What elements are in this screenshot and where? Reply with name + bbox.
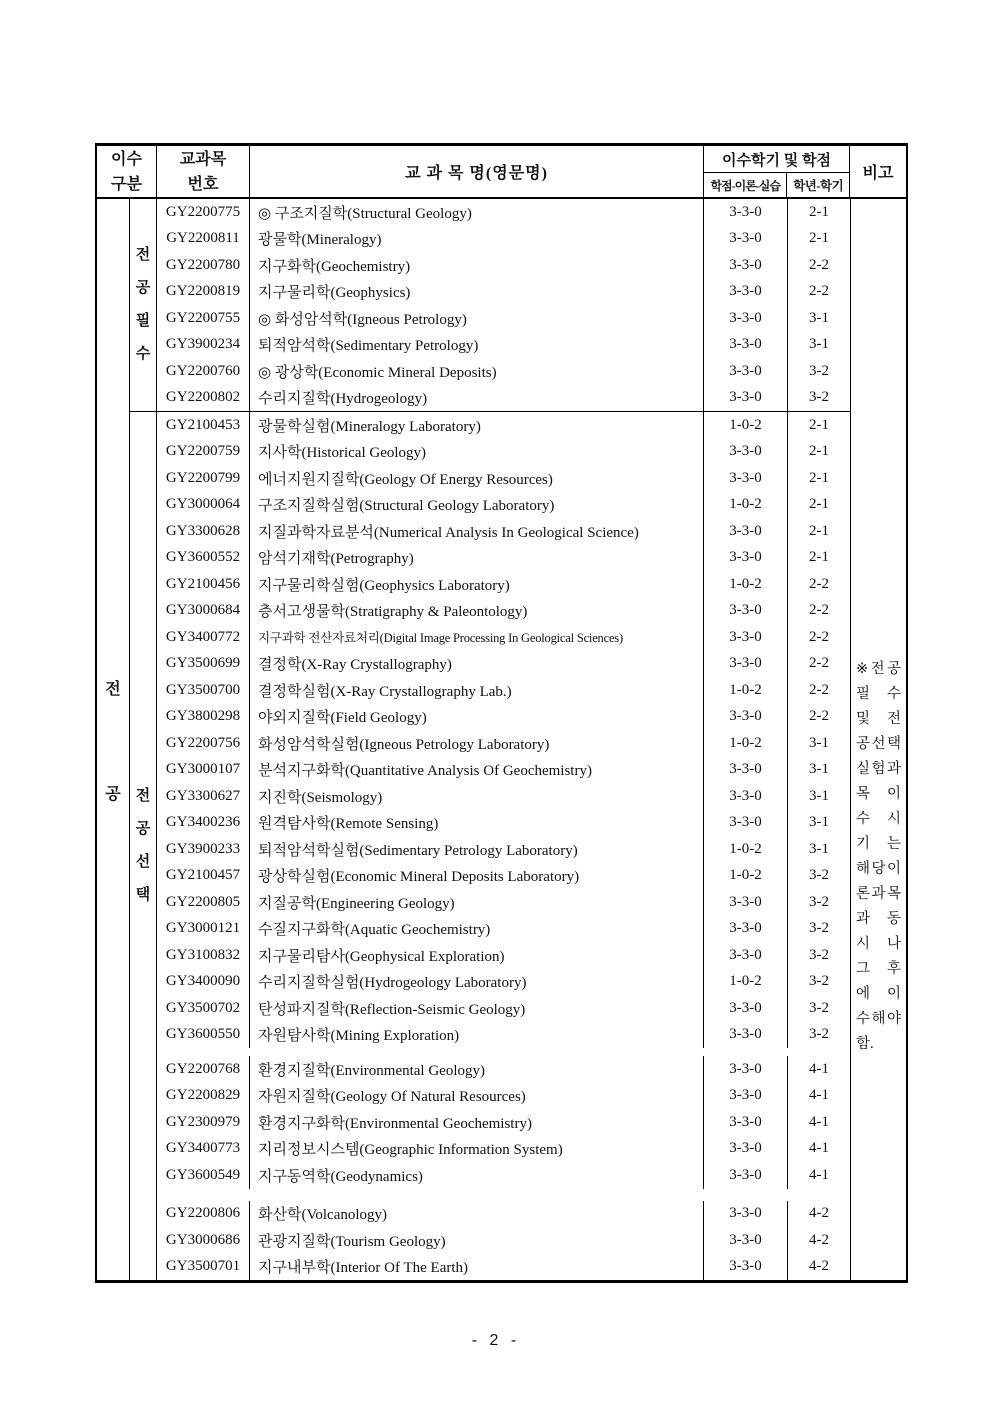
course-name-cell: 광물학(Mineralogy) (250, 226, 704, 253)
remark-char: 과 (871, 886, 886, 902)
remark-line (856, 657, 901, 682)
credit-cell: 3-3-0 (704, 757, 788, 784)
course-name-cell: 퇴적암석학(Sedimentary Petrology) (250, 332, 704, 359)
semester-cell: 3-2 (809, 389, 829, 406)
course-name-cell: 환경지질학(Environmental Geology) (250, 1056, 704, 1083)
course-code-cell: GY2100457 (157, 863, 250, 890)
semester-cell: 2-1 (809, 469, 829, 486)
section-label-char: 전 (135, 788, 151, 804)
course-name-cell: 지구동역학(Geodynamics) (250, 1162, 704, 1189)
header-category-line1: 이수 (111, 150, 142, 168)
remark-char: 는 (886, 836, 901, 852)
table-row (157, 969, 850, 996)
course-code-cell: GY2200768 (157, 1056, 250, 1083)
category-major-column (97, 199, 130, 1280)
category-char: 공 (105, 785, 121, 803)
remark-line (856, 1032, 901, 1057)
remark-char: 수 (856, 811, 871, 827)
semester-cell: 2-2 (809, 283, 829, 300)
credit-cell: 1-0-2 (704, 677, 788, 704)
semester-cell: 3-1 (809, 840, 829, 857)
section-label-elective (130, 412, 157, 1280)
remark-char: 목 (886, 886, 901, 902)
course-name-cell: 지구과학 전산자료처리(Digital Image Processing In Geological Sciences) (250, 624, 704, 651)
table-row (157, 1254, 850, 1281)
remark-line (856, 957, 901, 982)
table-row (157, 545, 850, 572)
credit-cell: 3-3-0 (704, 916, 788, 943)
semester-cell: 2-2 (809, 655, 829, 672)
remark-char: 및 (856, 711, 871, 727)
credit-cell: 3-3-0 (704, 1056, 788, 1083)
course-name-cell: 지구물리탐사(Geophysical Exploration) (250, 942, 704, 969)
course-name-cell: 지리정보시스템(Geographic Information System) (250, 1136, 704, 1163)
credit-cell: 3-3-0 (704, 518, 788, 545)
course-code-cell: GY2200780 (157, 252, 250, 279)
credit-cell: 3-3-0 (704, 1162, 788, 1189)
rows-elective (157, 412, 850, 1280)
table-row (157, 836, 850, 863)
remark-char: 해 (856, 861, 871, 877)
semester-cell: 3-2 (809, 867, 829, 884)
course-name-cell: 화성암석학실험(Igneous Petrology Laboratory) (250, 730, 704, 757)
course-code-cell: GY2200819 (157, 279, 250, 306)
table-row (157, 783, 850, 810)
course-code-cell: GY3600550 (157, 1022, 250, 1049)
header-course-name: 교 과 목 명(영문명) (250, 146, 704, 197)
course-name-cell: 지질공학(Engineering Geology) (250, 889, 704, 916)
remark-note (850, 199, 906, 1280)
remark-line (856, 932, 901, 957)
table-row (157, 1162, 850, 1189)
remark-char: 전 (886, 711, 901, 727)
remark-char: 과 (856, 911, 871, 927)
section-label-char: 전 (135, 247, 151, 263)
course-name-cell: 지구내부학(Interior Of The Earth) (250, 1254, 704, 1281)
table-row (157, 252, 850, 279)
course-table (95, 143, 908, 1283)
course-code-cell: GY3800298 (157, 704, 250, 731)
course-code-cell: GY2200806 (157, 1201, 250, 1228)
credit-cell: 3-3-0 (704, 279, 788, 306)
table-header (97, 146, 906, 199)
rows-required (157, 199, 850, 411)
table-row (157, 332, 850, 359)
remark-char: 후 (886, 961, 901, 977)
remark-char: 과 (886, 761, 901, 777)
remark-char: 공 (856, 736, 871, 752)
remark-char: 실 (856, 761, 871, 777)
course-code-cell: GY3600552 (157, 545, 250, 572)
remark-char: 이 (886, 861, 901, 877)
credit-cell: 1-0-2 (704, 969, 788, 996)
course-code-cell: GY3500699 (157, 651, 250, 678)
table-row (157, 358, 850, 385)
credit-cell: 3-3-0 (704, 783, 788, 810)
semester-cell: 2-1 (809, 203, 829, 220)
semester-cell: 2-1 (809, 496, 829, 513)
remark-line (856, 707, 901, 732)
semester-cell: 3-2 (809, 999, 829, 1016)
remark-char: 나 (886, 936, 901, 952)
semester-cell: 2-2 (809, 602, 829, 619)
table-row (157, 651, 850, 678)
semester-cell: 2-2 (809, 256, 829, 273)
course-code-cell: GY3000686 (157, 1227, 250, 1254)
semester-cell: 2-1 (809, 522, 829, 539)
course-code-cell: GY3000121 (157, 916, 250, 943)
course-name-cell: 지구물리학실험(Geophysics Laboratory) (250, 571, 704, 598)
remark-line (856, 1007, 901, 1032)
section-label-char: 필 (135, 313, 151, 329)
table-row (157, 916, 850, 943)
remark-line (856, 832, 901, 857)
course-name-cell: 결정학(X-Ray Crystallography) (250, 651, 704, 678)
section-label-char: 공 (135, 280, 151, 296)
course-name-cell: 퇴적암석학실험(Sedimentary Petrology Laboratory) (250, 836, 704, 863)
semester-cell: 4-1 (809, 1166, 829, 1183)
table-row (157, 1056, 850, 1083)
table-row (157, 598, 850, 625)
header-category-line2: 구분 (111, 175, 142, 193)
header-course-code-line2: 번호 (187, 175, 219, 193)
course-name-cell: 결정학실험(X-Ray Crystallography Lab.) (250, 677, 704, 704)
table-row (157, 889, 850, 916)
semester-cell: 2-2 (809, 575, 829, 592)
credit-cell: 3-3-0 (704, 332, 788, 359)
table-row (157, 1109, 850, 1136)
remark-char: 목 (856, 786, 871, 802)
semester-cell: 2-2 (809, 628, 829, 645)
course-name-cell: 탄성파지질학(Reflection-Seismic Geology) (250, 995, 704, 1022)
remark-char: 당 (871, 861, 886, 877)
course-name-cell: ◎ 화성암석학(Igneous Petrology) (250, 305, 704, 332)
semester-cell: 3-2 (809, 946, 829, 963)
credit-cell: 3-3-0 (704, 226, 788, 253)
remark-char: 험 (871, 761, 886, 777)
course-code-cell: GY3000684 (157, 598, 250, 625)
course-name-cell: 지구물리학(Geophysics) (250, 279, 704, 306)
remark-char: 이 (886, 786, 901, 802)
remark-char: 시 (886, 811, 901, 827)
semester-cell: 2-2 (809, 681, 829, 698)
semester-cell: 2-1 (809, 549, 829, 566)
table-row (157, 995, 850, 1022)
course-code-cell: GY3400773 (157, 1136, 250, 1163)
table-row (157, 518, 850, 545)
table-row (157, 1022, 850, 1049)
section-label-char: 택 (135, 887, 151, 903)
course-name-cell: 화산학(Volcanology) (250, 1201, 704, 1228)
header-semester-credit-title: 이수학기 및 학점 (704, 146, 849, 173)
remark-char: 해 (871, 1011, 886, 1027)
header-semester-credit-sub (704, 173, 849, 197)
table-row (157, 863, 850, 890)
table-row (157, 810, 850, 837)
table-row (157, 704, 850, 731)
remark-char: 이 (886, 986, 901, 1002)
table-row (157, 757, 850, 784)
header-course-code-line1: 교과목 (179, 150, 227, 168)
course-code-cell: GY3500700 (157, 677, 250, 704)
remark-line (856, 857, 901, 882)
course-code-cell: GY3400772 (157, 624, 250, 651)
course-code-cell: GY3500701 (157, 1254, 250, 1281)
credit-cell: 1-0-2 (704, 412, 788, 439)
course-code-cell: GY2200799 (157, 465, 250, 492)
course-name-cell: 환경지구화학(Environmental Geochemistry) (250, 1109, 704, 1136)
course-name-cell: 지질과학자료분석(Numerical Analysis In Geological Science) (250, 518, 704, 545)
remark-char: 전 (870, 661, 885, 677)
course-code-cell: GY2200756 (157, 730, 250, 757)
credit-cell: 3-3-0 (704, 1109, 788, 1136)
semester-cell: 3-2 (809, 893, 829, 910)
course-code-cell: GY3300628 (157, 518, 250, 545)
table-row (157, 1201, 850, 1228)
credit-cell: 3-3-0 (704, 1083, 788, 1110)
header-category (97, 146, 157, 197)
header-course-code (157, 146, 250, 197)
header-semester: 학년-학기 (793, 179, 844, 193)
elective-group (157, 1201, 850, 1281)
semester-cell: 3-2 (809, 920, 829, 937)
credit-cell: 3-3-0 (704, 810, 788, 837)
semester-cell: 4-2 (809, 1258, 829, 1275)
course-code-cell: GY2200805 (157, 889, 250, 916)
course-code-cell: GY2200759 (157, 439, 250, 466)
credit-cell: 3-3-0 (704, 598, 788, 625)
credit-cell: 3-3-0 (704, 545, 788, 572)
course-code-cell: GY3900233 (157, 836, 250, 863)
course-code-cell: GY3900234 (157, 332, 250, 359)
table-row (157, 439, 850, 466)
course-name-cell: 암석기재학(Petrography) (250, 545, 704, 572)
header-remark: 비고 (862, 165, 894, 182)
table-row (157, 624, 850, 651)
table-row (157, 1136, 850, 1163)
semester-cell: 2-1 (809, 230, 829, 247)
course-code-cell: GY3500702 (157, 995, 250, 1022)
semester-cell: 3-2 (809, 362, 829, 379)
remark-char: 수 (886, 686, 901, 702)
table-row (157, 305, 850, 332)
credit-cell: 3-3-0 (704, 439, 788, 466)
header-credit: 학점-이론-실습 (704, 173, 787, 197)
course-name-cell: 관광지질학(Tourism Geology) (250, 1227, 704, 1254)
semester-cell: 4-2 (809, 1231, 829, 1248)
course-code-cell: GY2100453 (157, 412, 250, 439)
section-label-char: 선 (135, 854, 151, 870)
table-row (157, 677, 850, 704)
table-row (157, 571, 850, 598)
semester-cell: 3-1 (809, 787, 829, 804)
credit-cell: 1-0-2 (704, 863, 788, 890)
course-name-cell: ◎ 구조지질학(Structural Geology) (250, 199, 704, 226)
semester-cell: 3-2 (809, 973, 829, 990)
semester-cell: 4-1 (809, 1140, 829, 1157)
elective-group (157, 412, 850, 1048)
remark-char: . (870, 1036, 874, 1052)
remark-char: 선 (871, 736, 886, 752)
remark-char: 그 (856, 961, 871, 977)
remark-line (856, 682, 901, 707)
credit-cell: 1-0-2 (704, 730, 788, 757)
course-code-cell: GY2300979 (157, 1109, 250, 1136)
semester-cell: 3-1 (809, 309, 829, 326)
semester-cell: 2-2 (809, 708, 829, 725)
section-label-required (130, 199, 157, 411)
table-row (157, 279, 850, 306)
table-row (157, 199, 850, 226)
table-mid-columns (130, 199, 850, 1280)
course-name-cell: 분석지구화학(Quantitative Analysis Of Geochemistry) (250, 757, 704, 784)
remark-char: 택 (886, 736, 901, 752)
table-row (157, 385, 850, 412)
semester-cell: 4-2 (809, 1205, 829, 1222)
course-code-cell: GY3000064 (157, 492, 250, 519)
remark-char: 동 (886, 911, 901, 927)
course-code-cell: GY2100456 (157, 571, 250, 598)
remark-char: 에 (856, 986, 871, 1002)
remark-line (856, 807, 901, 832)
credit-cell: 3-3-0 (704, 889, 788, 916)
table-body (97, 199, 906, 1280)
credit-cell: 3-3-0 (704, 1227, 788, 1254)
semester-cell: 2-1 (809, 416, 829, 433)
remark-line (856, 782, 901, 807)
remark-char: 필 (856, 686, 871, 702)
course-name-cell: 수리지질학실험(Hydrogeology Laboratory) (250, 969, 704, 996)
remark-char: ※ (856, 661, 869, 677)
remark-char: 공 (886, 661, 901, 677)
credit-cell: 1-0-2 (704, 571, 788, 598)
semester-cell: 4-1 (809, 1113, 829, 1130)
table-row (157, 1227, 850, 1254)
table-row (157, 730, 850, 757)
semester-cell: 4-1 (809, 1087, 829, 1104)
credit-cell: 3-3-0 (704, 385, 788, 412)
course-name-cell: 지진학(Seismology) (250, 783, 704, 810)
course-name-cell: 수질지구화학(Aquatic Geochemistry) (250, 916, 704, 943)
remark-line (856, 757, 901, 782)
credit-cell: 1-0-2 (704, 836, 788, 863)
section-label-char: 공 (135, 821, 151, 837)
credit-cell: 3-3-0 (704, 358, 788, 385)
table-row (157, 465, 850, 492)
course-name-cell: 자원지질학(Geology Of Natural Resources) (250, 1083, 704, 1110)
credit-cell: 3-3-0 (704, 1136, 788, 1163)
credit-cell: 3-3-0 (704, 465, 788, 492)
remark-char: 수 (856, 1011, 871, 1027)
course-code-cell: GY2200811 (157, 226, 250, 253)
table-row (157, 1083, 850, 1110)
remark-char: 함 (856, 1036, 871, 1052)
remark-char: 론 (856, 886, 871, 902)
section-label-char: 수 (135, 346, 151, 362)
credit-cell: 3-3-0 (704, 305, 788, 332)
category-char: 전 (105, 680, 121, 698)
semester-cell: 3-1 (809, 336, 829, 353)
remark-char: 시 (856, 936, 871, 952)
course-code-cell: GY2200775 (157, 199, 250, 226)
course-code-cell: GY3600549 (157, 1162, 250, 1189)
semester-cell: 3-1 (809, 734, 829, 751)
remark-char: 야 (886, 1011, 901, 1027)
credit-cell: 3-3-0 (704, 1201, 788, 1228)
remark-line (856, 882, 901, 907)
credit-cell: 3-3-0 (704, 704, 788, 731)
course-code-cell: GY3400090 (157, 969, 250, 996)
remark-line (856, 907, 901, 932)
course-name-cell: 자원탐사학(Mining Exploration) (250, 1022, 704, 1049)
semester-cell: 3-1 (809, 761, 829, 778)
course-name-cell: 에너지원지질학(Geology Of Energy Resources) (250, 465, 704, 492)
table-row (157, 412, 850, 439)
course-name-cell: 야외지질학(Field Geology) (250, 704, 704, 731)
section-major-required (130, 199, 850, 411)
course-code-cell: GY2200829 (157, 1083, 250, 1110)
credit-cell: 3-3-0 (704, 1254, 788, 1281)
course-code-cell: GY2200755 (157, 305, 250, 332)
credit-cell: 3-3-0 (704, 199, 788, 226)
course-name-cell: 원격탐사학(Remote Sensing) (250, 810, 704, 837)
semester-cell: 3-2 (809, 1026, 829, 1043)
course-code-cell: GY3000107 (157, 757, 250, 784)
course-name-cell: ◎ 광상학(Economic Mineral Deposits) (250, 358, 704, 385)
course-name-cell: 지사학(Historical Geology) (250, 439, 704, 466)
remark-line (856, 732, 901, 757)
course-code-cell: GY2200802 (157, 385, 250, 412)
course-code-cell: GY3400236 (157, 810, 250, 837)
course-code-cell: GY2200760 (157, 358, 250, 385)
credit-cell: 1-0-2 (704, 492, 788, 519)
course-name-cell: 층서고생물학(Stratigraphy & Paleontology) (250, 598, 704, 625)
course-name-cell: 수리지질학(Hydrogeology) (250, 385, 704, 412)
course-name-cell: 광상학실험(Economic Mineral Deposits Laboratory) (250, 863, 704, 890)
table-row (157, 226, 850, 253)
credit-cell: 3-3-0 (704, 1022, 788, 1049)
credit-cell: 3-3-0 (704, 651, 788, 678)
credit-cell: 3-3-0 (704, 252, 788, 279)
course-name-cell: 광물학실험(Mineralogy Laboratory) (250, 412, 704, 439)
remark-line (856, 982, 901, 1007)
table-row (157, 942, 850, 969)
course-code-cell: GY3300627 (157, 783, 250, 810)
semester-cell: 3-1 (809, 814, 829, 831)
section-major-elective (130, 411, 850, 1280)
page-number: - 2 - (471, 1332, 521, 1349)
semester-cell: 4-1 (809, 1060, 829, 1077)
table-row (157, 492, 850, 519)
credit-cell: 3-3-0 (704, 942, 788, 969)
course-name-cell: 구조지질학실험(Structural Geology Laboratory) (250, 492, 704, 519)
credit-cell: 3-3-0 (704, 624, 788, 651)
course-name-cell: 지구화학(Geochemistry) (250, 252, 704, 279)
credit-cell: 3-3-0 (704, 995, 788, 1022)
course-code-cell: GY3100832 (157, 942, 250, 969)
semester-cell: 2-1 (809, 443, 829, 460)
elective-group (157, 1056, 850, 1189)
remark-char: 기 (856, 836, 871, 852)
header-semester-credit-group (704, 146, 850, 197)
